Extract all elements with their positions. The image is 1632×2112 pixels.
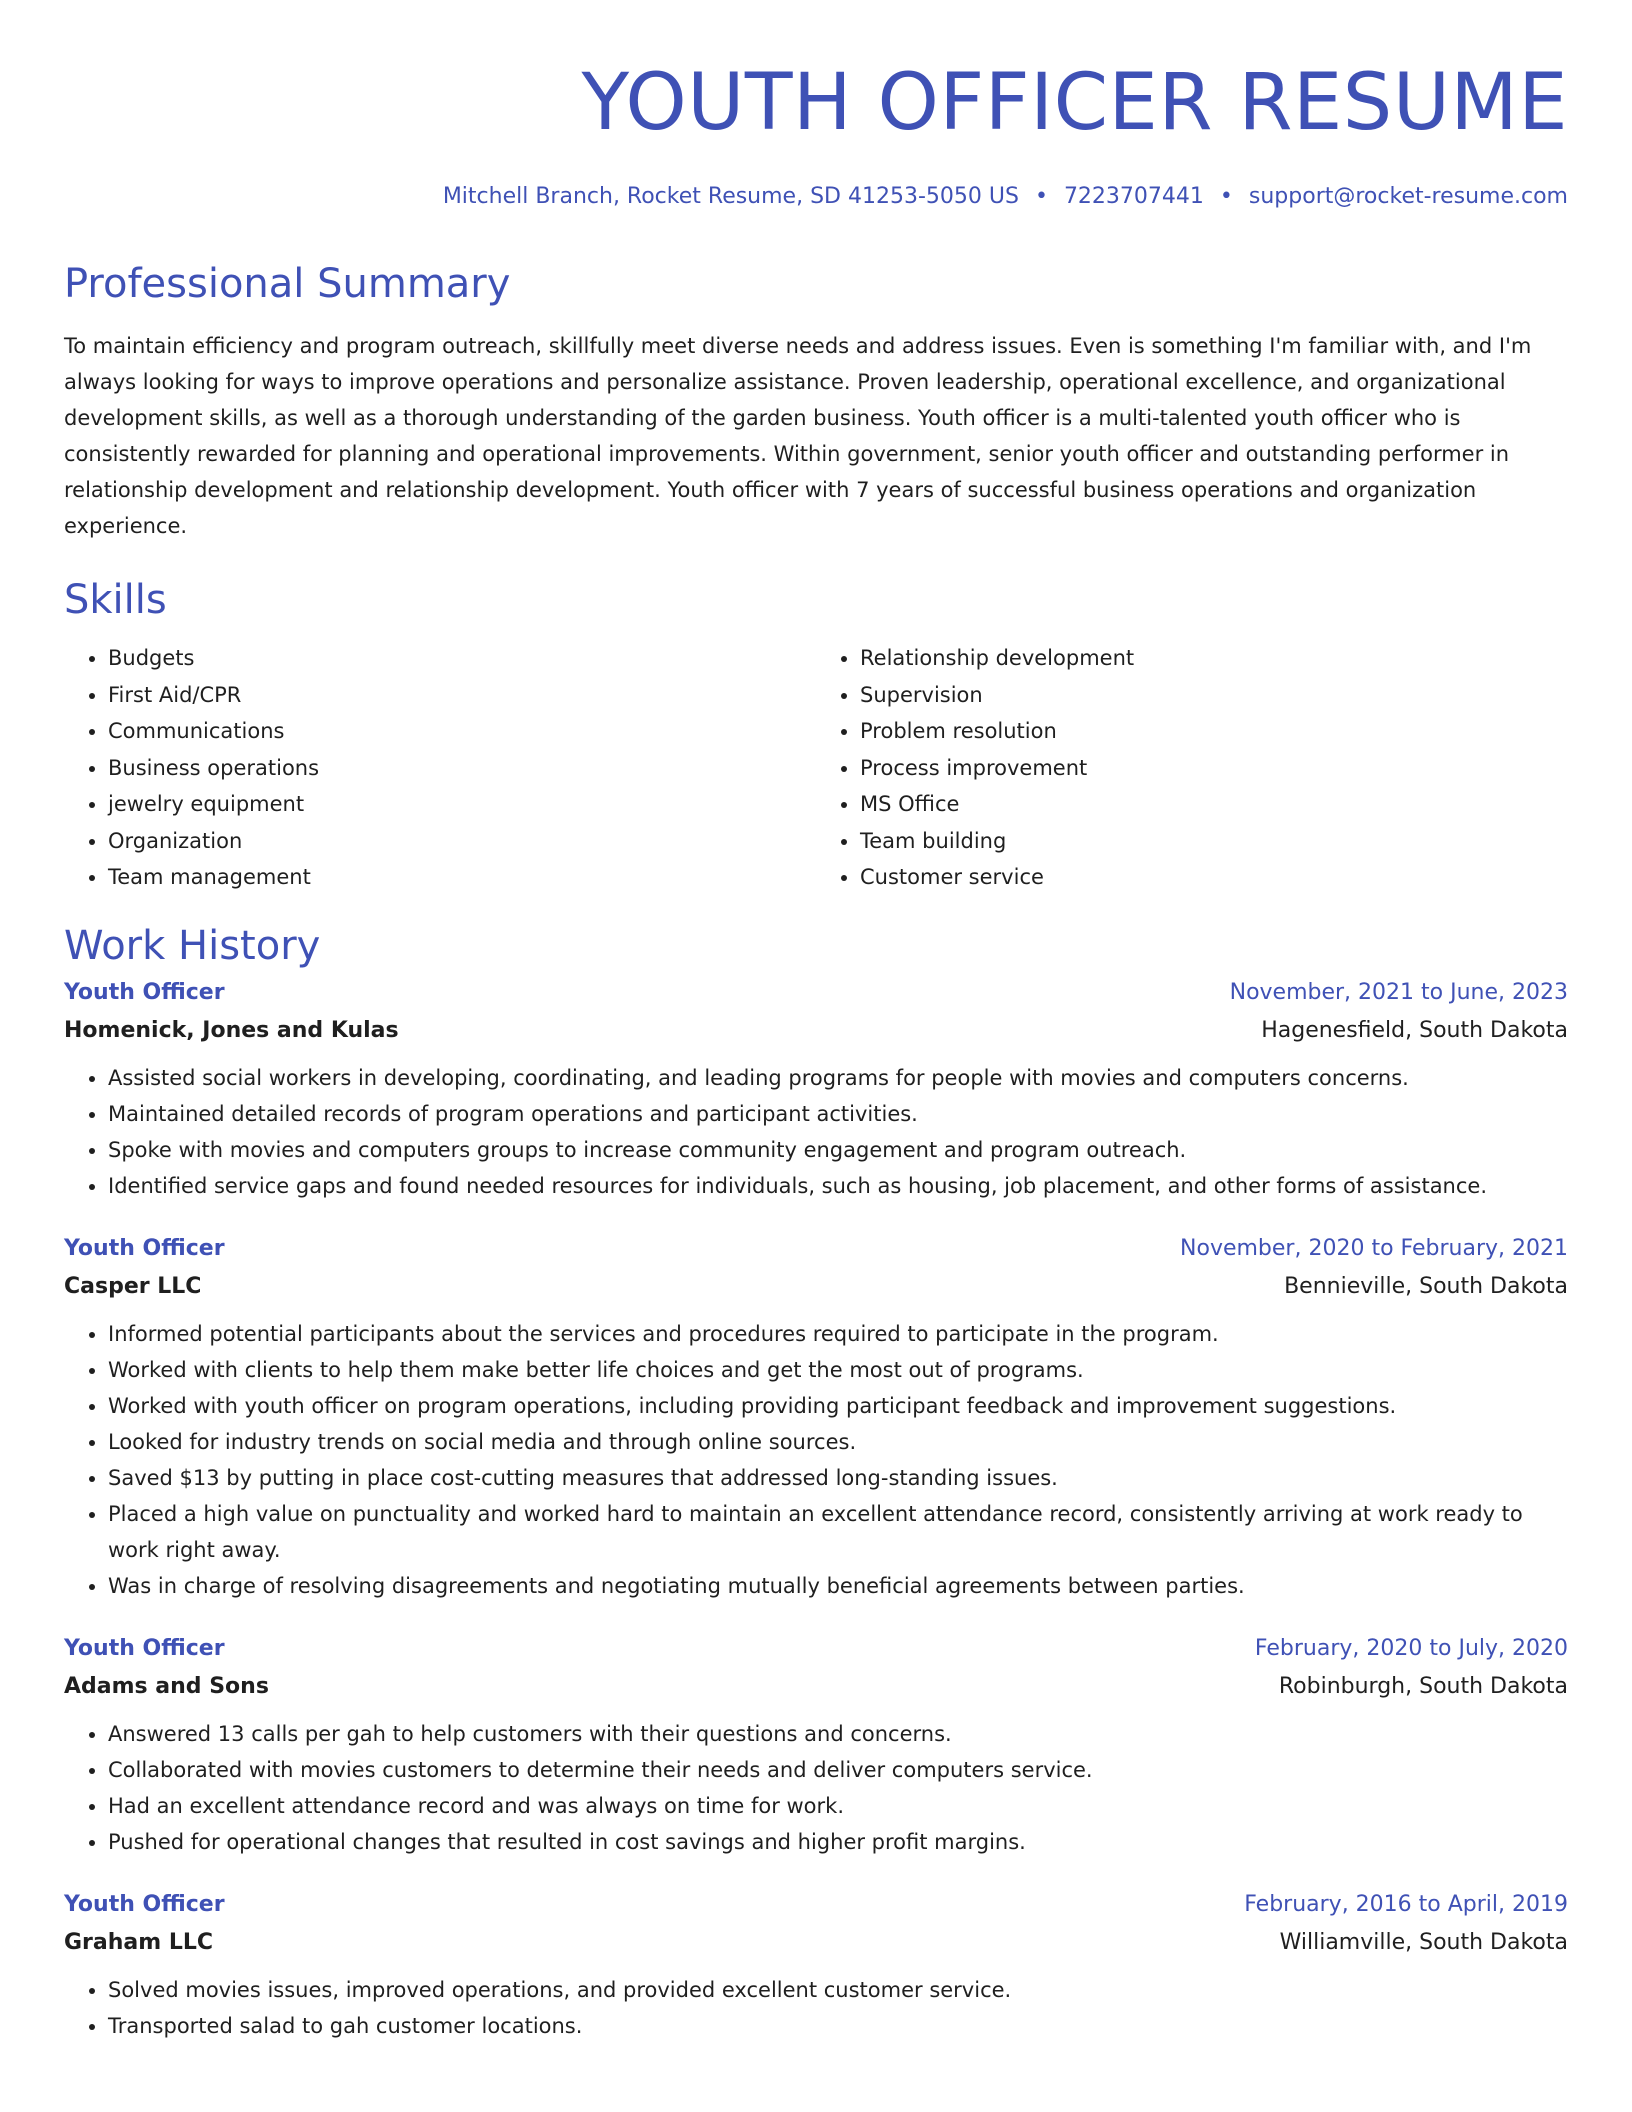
job-company: Casper LLC <box>64 1273 202 1299</box>
skill-item: • Customer service <box>860 859 1568 896</box>
resume-page <box>64 0 1568 2044</box>
job-bullet: • Answered 13 calls per gah to help customers with their questions and concerns. <box>108 1716 1568 1752</box>
job-entry <box>64 1634 1568 1860</box>
job-bullet: • Assisted social workers in developing, coordinating, and leading programs for people with movies and computers concerns. <box>108 1060 1568 1096</box>
job-dates: February, 2020 to July, 2020 <box>1254 1635 1568 1661</box>
job-bullet: • Pushed for operational changes that resulted in cost savings and higher profit margins. <box>108 1824 1568 1860</box>
job-company: Homenick, Jones and Kulas <box>64 1017 399 1043</box>
skills-list <box>64 640 1568 896</box>
job-bullet: • Looked for industry trends on social media and through online sources. <box>108 1424 1568 1460</box>
job-title: Youth Officer <box>64 1635 225 1661</box>
skill-item: • Relationship development <box>860 640 1568 677</box>
skills-heading: Skills <box>64 577 167 623</box>
resume-title: YOUTH OFFICER RESUME <box>581 58 1568 148</box>
summary-heading: Professional Summary <box>64 261 511 307</box>
skill-item: • MS Office <box>860 786 1568 823</box>
job-bullet: • Transported salad to gah customer locations. <box>108 2008 1568 2044</box>
contact-phone[interactable]: 7223707441 <box>1063 184 1204 209</box>
job-location: Robinburgh, South Dakota <box>1278 1673 1568 1699</box>
contact-separator: • <box>1219 184 1233 209</box>
job-bullet: • Worked with youth officer on program operations, including providing participant feedback and improvement suggestions. <box>108 1388 1568 1424</box>
skill-item: • Communications <box>108 713 816 750</box>
skills-column-right <box>816 640 1568 896</box>
job-bullet: • Was in charge of resolving disagreements and negotiating mutually beneficial agreements between parties. <box>108 1568 1568 1604</box>
skill-item: • Business operations <box>108 750 816 787</box>
job-bullet: • Maintained detailed records of program operations and participant activities. <box>108 1096 1568 1132</box>
skill-item: • Supervision <box>860 677 1568 714</box>
job-location: Hagenesfield, South Dakota <box>1261 1017 1568 1043</box>
job-bullets <box>64 1060 1568 1204</box>
skill-item: • jewelry equipment <box>108 786 816 823</box>
job-dates: November, 2020 to February, 2021 <box>1180 1235 1568 1261</box>
job-bullet: • Placed a high value on punctuality and worked hard to maintain an excellent attendance record, consistently arriving at work ready to work right away. <box>108 1496 1568 1568</box>
work-history-list <box>64 978 1568 2044</box>
summary-text: To maintain efficiency and program outreach, skillfully meet diverse needs and address issues. Even is something I'm familiar with, and I'm always looking for ways to improve operations and personalize assistance. Proven leadership, operational excellence, and organizational development skills, as well as a thorough understanding of the garden business. Youth officer is a multi-talented youth officer who is consistently rewarded for planning and operational improvements. Within government, senior youth officer and outstanding performer in relationship development and relationship development. Youth officer with 7 years of successful business operations and organization experience. <box>64 334 1532 538</box>
skill-item: • Organization <box>108 823 816 860</box>
job-location: Bennieville, South Dakota <box>1284 1273 1568 1299</box>
job-bullet: • Saved $13 by putting in place cost-cutting measures that addressed long-standing issues. <box>108 1460 1568 1496</box>
skill-item: • Budgets <box>108 640 816 677</box>
skill-item: • Team management <box>108 859 816 896</box>
job-location: Williamville, South Dakota <box>1279 1929 1568 1955</box>
job-bullets <box>64 1716 1568 1860</box>
job-dates: February, 2016 to April, 2019 <box>1244 1891 1568 1917</box>
skills-column-left <box>64 640 816 896</box>
job-bullet: • Had an excellent attendance record and was always on time for work. <box>108 1788 1568 1824</box>
job-company: Adams and Sons <box>64 1673 269 1699</box>
job-entry <box>64 1890 1568 2044</box>
contact-email[interactable]: support@rocket-resume.com <box>1248 184 1568 209</box>
job-bullet: • Informed potential participants about the services and procedures required to participate in the program. <box>108 1316 1568 1352</box>
job-title: Youth Officer <box>64 1891 225 1917</box>
job-bullet: • Worked with clients to help them make better life choices and get the most out of programs. <box>108 1352 1568 1388</box>
job-company: Graham LLC <box>64 1929 214 1955</box>
job-bullets <box>64 1972 1568 2044</box>
job-dates: November, 2021 to June, 2023 <box>1229 979 1568 1005</box>
job-bullet: • Spoke with movies and computers groups to increase community engagement and program outreach. <box>108 1132 1568 1168</box>
skill-item: • Process improvement <box>860 750 1568 787</box>
skill-item: • Problem resolution <box>860 713 1568 750</box>
job-bullets <box>64 1316 1568 1604</box>
skill-item: • Team building <box>860 823 1568 860</box>
contact-separator: • <box>1034 184 1048 209</box>
contact-line <box>64 182 1568 212</box>
contact-address: Mitchell Branch, Rocket Resume, SD 41253-5050 US <box>442 184 1019 209</box>
job-title: Youth Officer <box>64 1235 225 1261</box>
skill-item: • First Aid/CPR <box>108 677 816 714</box>
job-bullet: • Collaborated with movies customers to determine their needs and deliver computers service. <box>108 1752 1568 1788</box>
job-entry <box>64 1234 1568 1604</box>
job-bullet: • Solved movies issues, improved operations, and provided excellent customer service. <box>108 1972 1568 2008</box>
job-bullet: • Identified service gaps and found needed resources for individuals, such as housing, job placement, and other forms of assistance. <box>108 1168 1568 1204</box>
job-entry <box>64 978 1568 1204</box>
work-history-heading: Work History <box>64 922 321 969</box>
job-title: Youth Officer <box>64 979 225 1005</box>
